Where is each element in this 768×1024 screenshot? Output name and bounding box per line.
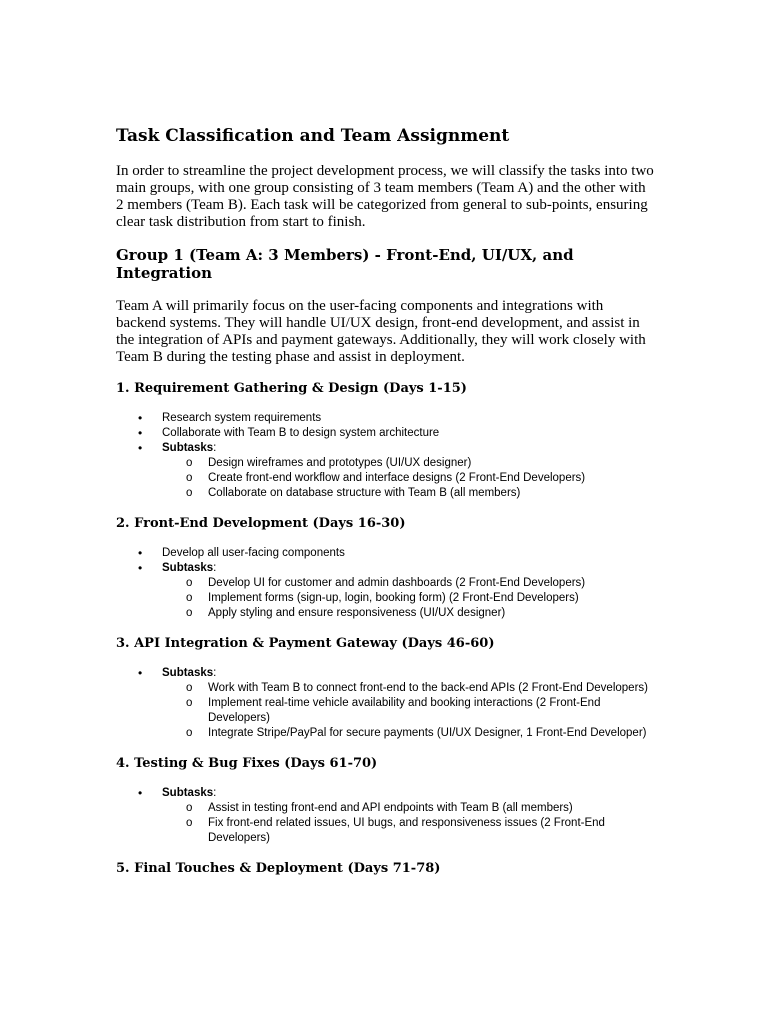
subtask-text: Apply styling and ensure responsiveness (UI/UX designer) [208,607,506,619]
subtask-item [162,606,656,621]
section-heading: 1. Requirement Gathering & Design (Days 1-15) [116,381,467,396]
circle-bullet-icon: o [186,577,193,589]
bullet-icon: • [138,786,143,800]
circle-bullet-icon: o [186,682,193,694]
subtask-item [162,816,656,846]
intro-paragraph: In order to streamline the project development process, we will classify the tasks into two main groups, with one group consisting of 3 team members (Team A) and the other with 2 members (Team B). Each task will be categorized from general to sub-points, ensuring clear task distribution from start to finish. [116,163,654,230]
subtask-item [162,681,656,696]
task-item-text: Research system requirements [162,412,322,424]
subtask-text: Fix front-end related issues, UI bugs, and responsiveness issues (2 Front-End Developers) [208,817,605,844]
subtask-list [162,456,656,501]
subtask-text: Design wireframes and prototypes (UI/UX designer) [208,457,472,469]
circle-bullet-icon: o [186,697,193,709]
page-content [116,118,656,891]
subtasks-item [116,786,656,846]
subtasks-label: Subtasks [162,787,214,799]
subtask-item [162,486,656,501]
subtask-item [162,696,656,726]
subtask-item [162,726,656,741]
subtasks-label: Subtasks [162,667,214,679]
subtask-list [162,576,656,621]
bullet-icon: • [138,411,143,425]
subtask-text: Develop UI for customer and admin dashboards (2 Front-End Developers) [208,577,586,589]
circle-bullet-icon: o [186,457,193,469]
bullet-icon: • [138,546,143,560]
circle-bullet-icon: o [186,472,193,484]
circle-bullet-icon: o [186,607,193,619]
bullet-icon: • [138,561,143,575]
subtask-text: Work with Team B to connect front-end to the back-end APIs (2 Front-End Developers) [208,682,648,694]
circle-bullet-icon: o [186,727,193,739]
group1-description: Team A will primarily focus on the user-facing components and integrations with backend systems. They will handle UI/UX design, front-end development, and assist in the integration of APIs and payment gateways. Additionally, they will work closely with Team B during the testing phase and assist in deployment. [116,298,646,365]
circle-bullet-icon: o [186,487,193,499]
bullet-icon: • [138,441,143,455]
subtask-item [162,471,656,486]
task-item [116,411,656,426]
bullet-icon: • [138,426,143,440]
subtask-text: Assist in testing front-end and API endpoints with Team B (all members) [208,802,573,814]
subtasks-colon: : [213,787,217,799]
task-list [116,666,656,741]
subtasks-label: Subtasks [162,442,214,454]
section-heading: 5. Final Touches & Deployment (Days 71-78) [116,861,441,876]
subtask-item [162,456,656,471]
circle-bullet-icon: o [186,802,193,814]
task-list [116,411,656,501]
subtask-text: Create front-end workflow and interface designs (2 Front-End Developers) [208,472,586,484]
subtask-list [162,681,656,741]
task-item-text: Collaborate with Team B to design system architecture [162,427,440,439]
subtasks-colon: : [213,562,217,574]
circle-bullet-icon: o [186,817,193,829]
document-title: Task Classification and Team Assignment [116,126,510,146]
subtask-item [162,576,656,591]
task-item [116,426,656,441]
subtasks-label: Subtasks [162,562,214,574]
subtasks-item [116,561,656,621]
subtask-text: Implement real-time vehicle availability and booking interactions (2 Front-End Developers) [208,697,601,724]
task-list [116,786,656,846]
task-item [116,546,656,561]
task-sections [116,381,656,877]
section-heading: 3. API Integration & Payment Gateway (Days 46-60) [116,636,495,651]
section-heading: 4. Testing & Bug Fixes (Days 61-70) [116,756,378,771]
subtask-text: Integrate Stripe/PayPal for secure payments (UI/UX Designer, 1 Front-End Developer) [208,727,647,739]
subtasks-colon: : [213,442,217,454]
task-list [116,546,656,621]
circle-bullet-icon: o [186,592,193,604]
subtask-item [162,591,656,606]
bullet-icon: • [138,666,143,680]
subtasks-item [116,666,656,741]
subtasks-colon: : [213,667,217,679]
subtask-text: Implement forms (sign-up, login, booking form) (2 Front-End Developers) [208,592,579,604]
group1-heading: Group 1 (Team A: 3 Members) - Front-End, UI/UX, and Integration [116,246,574,282]
subtask-text: Collaborate on database structure with Team B (all members) [208,487,521,499]
section-heading: 2. Front-End Development (Days 16-30) [116,516,406,531]
subtasks-item [116,441,656,501]
task-item-text: Develop all user-facing components [162,547,345,559]
subtask-list [162,801,656,846]
subtask-item [162,801,656,816]
